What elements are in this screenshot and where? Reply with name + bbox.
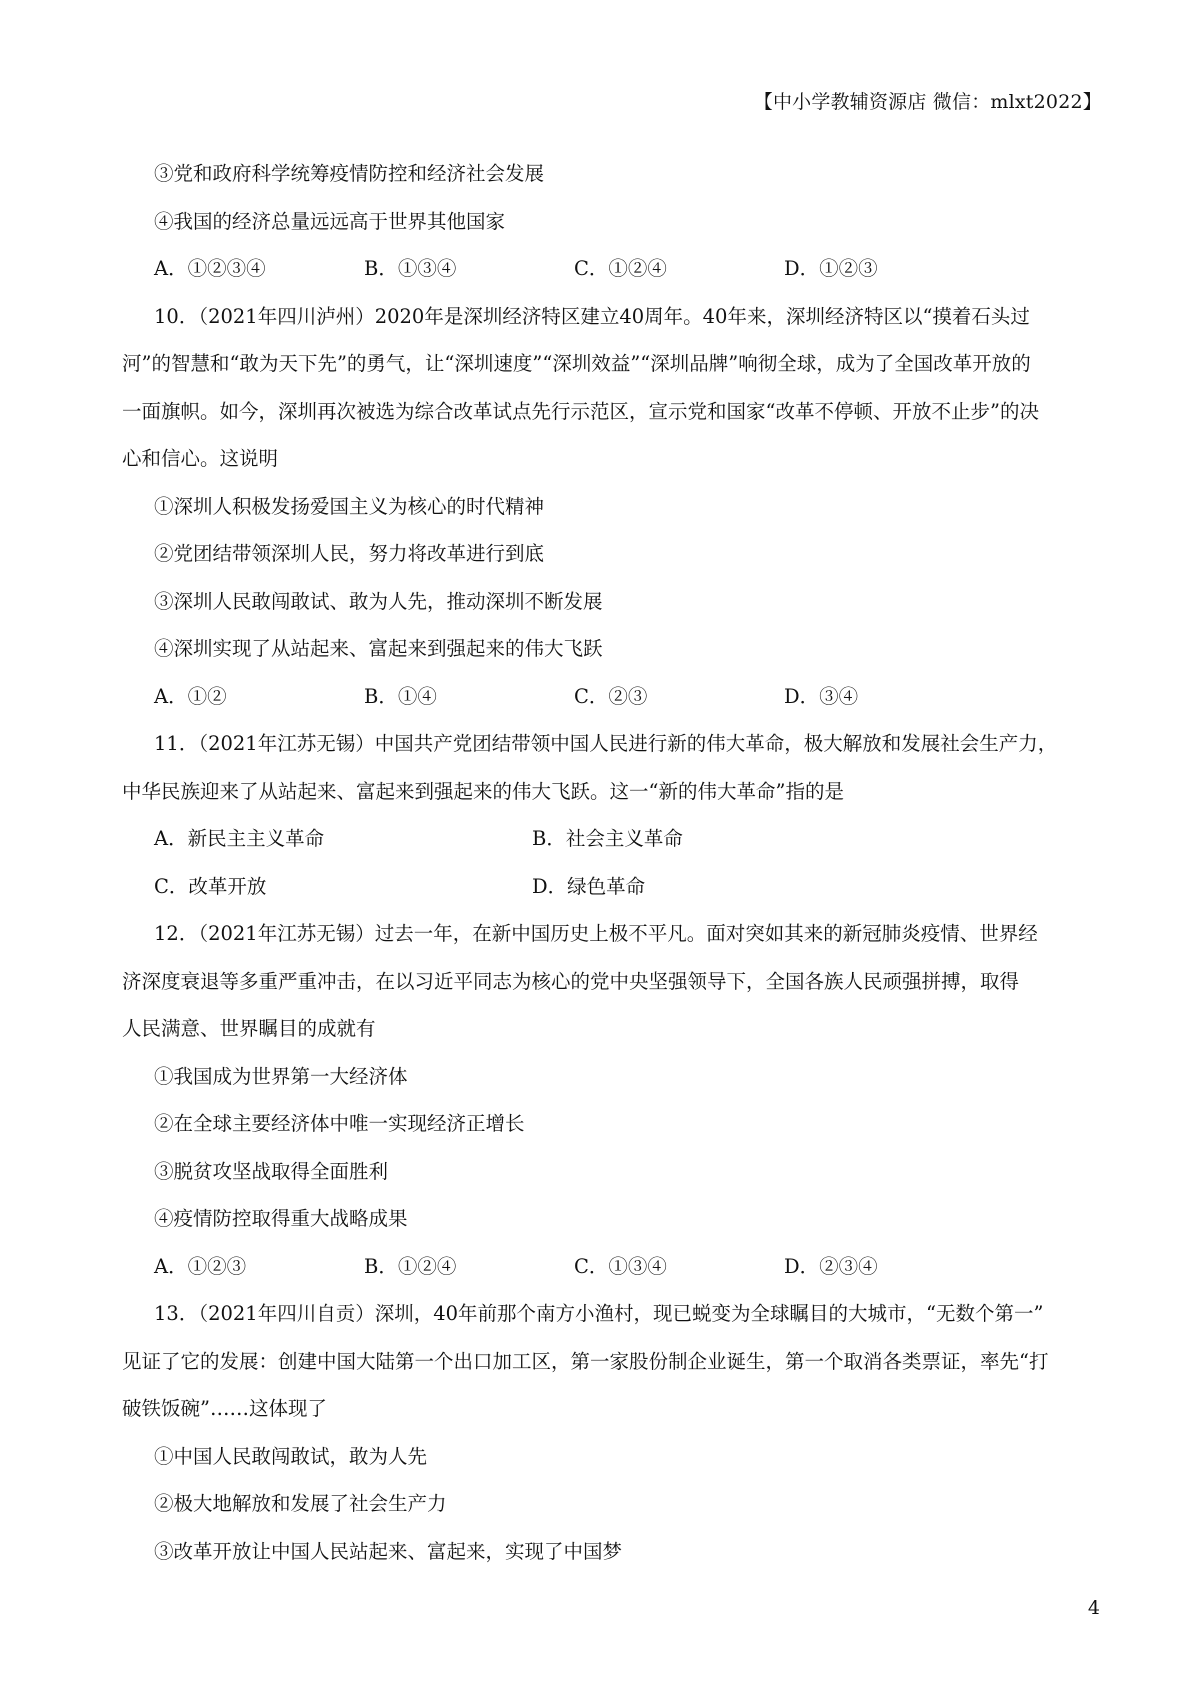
q11-option-a: A．新民主主义革命: [154, 827, 325, 850]
q9-option-a: A．①②③④: [154, 257, 266, 280]
q9-option-b: B．①③④: [364, 257, 457, 280]
q9-option-c: C．①②④: [574, 257, 667, 280]
q13-stem-line: 13．（2021年四川自贡）深圳，40年前那个南方小渔村，现已蜕变为全球瞩目的大城市，“无数个第一”: [154, 1302, 1044, 1325]
q12-statement: ③脱贫攻坚战取得全面胜利: [154, 1159, 389, 1183]
q10-option-a: A．①②: [154, 684, 227, 708]
q10-stem-line: 河”的智慧和“敢为天下先”的勇气，让“深圳速度”“深圳效益”“深圳品牌”响彻全球，成为了全国改革开放的: [122, 352, 1031, 375]
q9-option-d: D．①②③: [784, 257, 878, 280]
q10-option-d: D．③④: [784, 684, 859, 708]
q10-stem-line: 一面旗帜。如今，深圳再次被选为综合改革试点先行示范区，宣示党和国家“改革不停顿、开放不止步”的决: [122, 399, 1039, 423]
q10-option-c: C．②③: [574, 684, 648, 708]
q13-stem-line: 见证了它的发展：创建中国大陆第一个出口加工区，第一家股份制企业诞生，第一个取消各类票证，率先“打: [122, 1349, 1049, 1373]
q12-statement: ④疫情防控取得重大战略成果: [154, 1207, 408, 1230]
q13-statement: ②极大地解放和发展了社会生产力: [154, 1492, 447, 1515]
q13-stem-line: 破铁饭碗”……这体现了: [122, 1397, 327, 1420]
q12-statement: ①我国成为世界第一大经济体: [154, 1064, 408, 1088]
q11-stem-line: 11．（2021年江苏无锡）中国共产党团结带领中国人民进行新的伟大革命，极大解放和发展社会生产力，: [154, 732, 1058, 755]
q9-statement: ④我国的经济总量远远高于世界其他国家: [154, 209, 506, 233]
q11-options-row: [122, 863, 1092, 911]
q9-statement: ③党和政府科学统筹疫情防控和经济社会发展: [154, 162, 545, 185]
q12-stem-line: 人民满意、世界瞩目的成就有: [122, 1017, 376, 1040]
page-content: [122, 150, 1092, 1575]
q10-option-b: B．①④: [364, 684, 437, 708]
q10-stem-line: 10．（2021年四川泸州）2020年是深圳经济特区建立40周年。40年来，深圳经济特区以“摸着石头过: [154, 304, 1030, 328]
q12-option-b: B．①②④: [364, 1254, 457, 1278]
q11-option-c: C．改革开放: [154, 874, 267, 898]
q9-options: [122, 245, 1092, 293]
q11-options-row: [122, 815, 1092, 863]
q12-option-a: A．①②③: [154, 1254, 247, 1278]
header-note: 【中小学教辅资源店 微信：mlxt2022】: [753, 91, 1102, 113]
q10-stem-line: 心和信心。这说明: [122, 447, 279, 470]
q10-options: [122, 673, 1092, 721]
q12-stem-line: 济深度衰退等多重严重冲击，在以习近平同志为核心的党中央坚强领导下，全国各族人民顽强拼搏，取得: [122, 969, 1020, 993]
q13-statement: ①中国人民敢闯敢试，敢为人先: [154, 1444, 428, 1468]
q11-stem-line: 中华民族迎来了从站起来、富起来到强起来的伟大飞跃。这一“新的伟大革命”指的是: [122, 779, 844, 803]
q12-stem-line: 12．（2021年江苏无锡）过去一年，在新中国历史上极不平凡。面对突如其来的新冠肺炎疫情、世界经: [154, 922, 1038, 945]
q12-option-d: D．②③④: [784, 1254, 878, 1278]
q13-statement: ③改革开放让中国人民站起来、富起来，实现了中国梦: [154, 1539, 623, 1563]
q10-statement: ①深圳人积极发扬爱国主义为核心的时代精神: [154, 494, 545, 518]
q10-statement: ④深圳实现了从站起来、富起来到强起来的伟大飞跃: [154, 637, 603, 660]
q10-statement: ③深圳人民敢闯敢试、敢为人先，推动深圳不断发展: [154, 589, 603, 613]
q12-option-c: C．①③④: [574, 1254, 667, 1278]
q11-option-d: D．绿色革命: [532, 874, 646, 898]
page-number: 4: [1087, 1597, 1100, 1619]
q11-option-b: B．社会主义革命: [532, 827, 683, 850]
q12-options: [122, 1243, 1092, 1291]
q10-statement: ②党团结带领深圳人民，努力将改革进行到底: [154, 542, 545, 565]
q12-statement: ②在全球主要经济体中唯一实现经济正增长: [154, 1112, 525, 1135]
